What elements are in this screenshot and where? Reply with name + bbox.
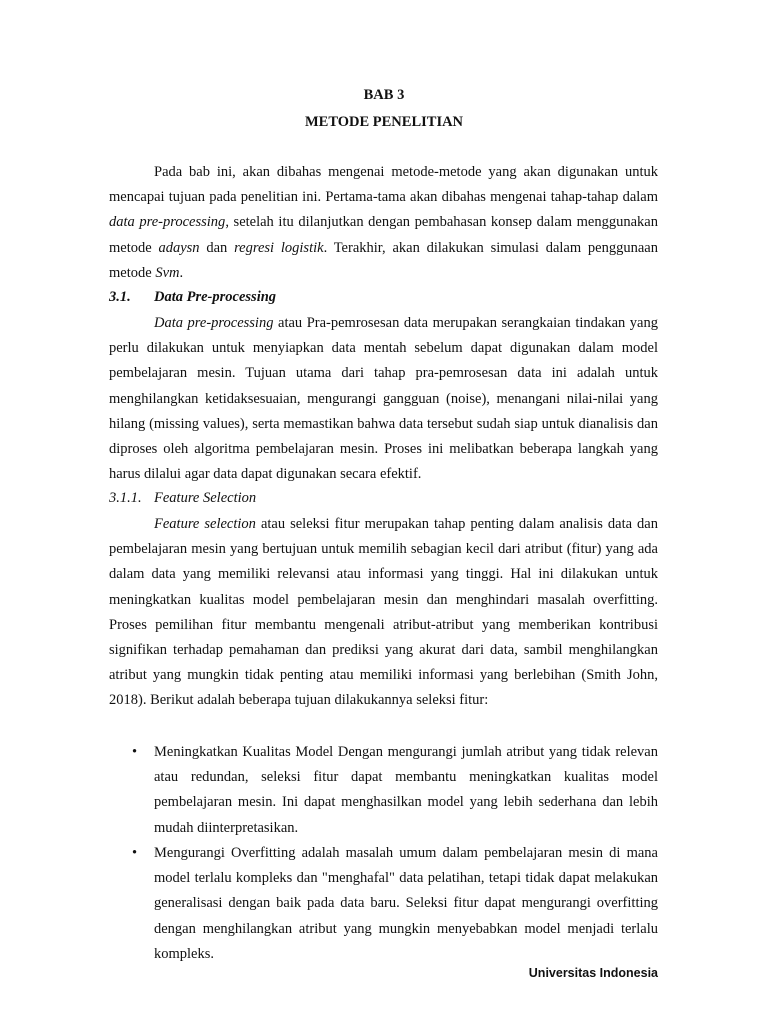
chapter-label: BAB 3: [363, 87, 405, 103]
intro-text-5: .: [179, 264, 184, 281]
bullet-list-2: [109, 841, 658, 967]
intro-text-4: . Terakhir, akan dilakukan simulasi dalam penggunaan metode: [109, 239, 658, 281]
intro-term-3: regresi logistik: [234, 239, 324, 256]
bullet-dot-icon: •: [132, 744, 138, 760]
intro-term-1: data pre-processing: [109, 214, 226, 231]
footer-university: Universitas Indonesia: [528, 966, 658, 980]
subsection-title: Feature Selection: [154, 490, 257, 506]
intro-paragraph: [109, 160, 658, 286]
bullet-list-1: [109, 740, 658, 841]
intro-term-4: Svm: [155, 264, 180, 281]
bullet-text-1: Meningkatkan Kualitas Model Dengan mengurangi jumlah atribut yang tidak relevan atau redundan, seleksi fitur dapat membantu meningkatkan kualitas model pembelajaran mesin. Ini dapat menghasilkan model yang lebih sederhana dan lebih mudah diinterpretasikan.: [154, 744, 658, 836]
intro-term-2: adaysn: [158, 239, 200, 256]
section-3-1-text: atau Pra-pemrosesan data merupakan serangkaian tindakan yang perlu dilakukan untuk menyiapkan data mentah sebelum dapat digunakan dalam model pembelajaran mesin. Tujuan utama dari tahap pra-pemrosesan data ini adalah untuk menghilangkan ketidaksesuaian, mengurangi gangguan (noise), menangani nilai-nilai yang hilang (missing values), serta memastikan bahwa data tersebut sudah siap untuk dianalisis dan diproses oleh algoritma pembelajaran mesin. Proses ini melibatkan beberapa langkah yang harus dilalui agar data dapat digunakan secara efektif.: [109, 315, 658, 483]
section-title: Data Pre-processing: [154, 289, 277, 305]
intro-text-2: , setelah itu dilanjutkan dengan pembahasan konsep dalam menggunakan metode: [109, 214, 658, 256]
section-3-1-paragraph: [109, 311, 658, 487]
intro-text-1: Pada bab ini, akan dibahas mengenai metode-metode yang akan digunakan untuk mencapai tujuan pada penelitian ini. Pertama-tama akan dibahas mengenai tahap-tahap dalam: [109, 164, 658, 206]
intro-text-3: dan: [199, 239, 235, 256]
bullet-item-1: [109, 740, 658, 841]
bullet-text-2: Mengurangi Overfitting adalah masalah umum dalam pembelajaran mesin di mana model terlalu kompleks dan "menghafal" data pelatihan, tetapi tidak dapat melakukan generalisasi dengan baik pada data baru. Seleksi fitur dapat mengurangi overfitting dengan menghilangkan atribut yang mungkin menyebabkan model menjadi terlalu kompleks.: [154, 845, 658, 962]
section-3-1-1-term: Feature selection: [154, 516, 256, 532]
subsection-number: 3.1.1.: [109, 490, 142, 506]
section-heading-3-1: [109, 289, 276, 306]
chapter-title: METODE PENELITIAN: [304, 114, 464, 130]
section-number: 3.1.: [109, 289, 131, 305]
section-3-1-1-paragraph: [109, 512, 658, 714]
bullet-item-2: [109, 841, 658, 967]
section-heading-3-1-1: [109, 490, 256, 507]
bullet-dot-icon: •: [132, 845, 138, 861]
section-3-1-term: Data pre-processing: [154, 315, 274, 331]
section-3-1-1-text: atau seleksi fitur merupakan tahap penting dalam analisis data dan pembelajaran mesin yang bertujuan untuk memilih sebagian kecil dari atribut (fitur) yang ada dalam data yang memiliki relevansi atau informasi yang tinggi. Hal ini dilakukan untuk meningkatkan kualitas model pembelajaran mesin dan menghindari masalah overfitting. Proses pemilihan fitur membantu mengenali atribut-atribut yang memberikan kontribusi signifikan terhadap pemahaman dan prediksi yang akurat dari data, sambil menghilangkan atribut yang mungkin tidak penting atau memiliki informasi yang berlebihan (Smith John, 2018). Berikut adalah beberapa tujuan dilakukannya seleksi fitur:: [109, 516, 658, 709]
